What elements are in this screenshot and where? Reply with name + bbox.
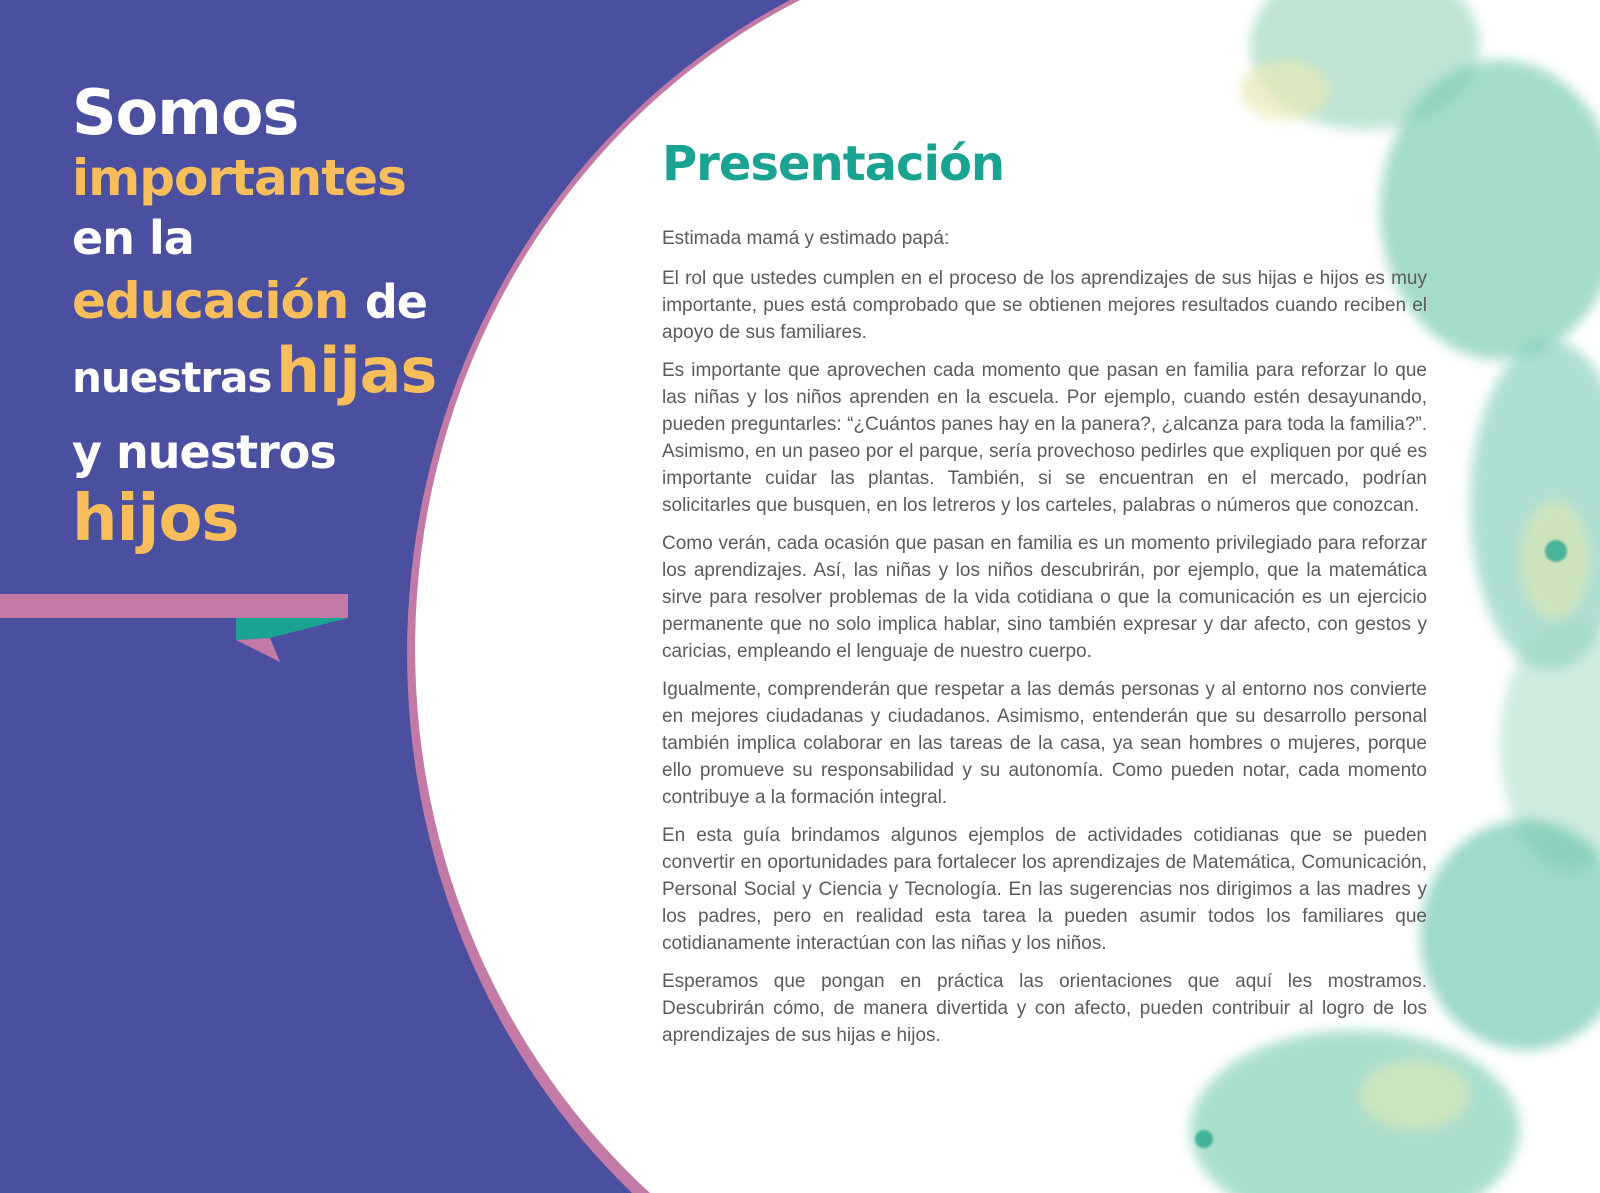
hero-line-somos: Somos <box>72 76 299 149</box>
hero-word-nuestras: nuestras <box>72 353 272 402</box>
salutation: Estimada mamá y estimado papá: <box>662 227 950 249</box>
article-title: Presentación <box>662 136 1005 192</box>
hero-line-educacion <box>72 268 452 335</box>
hero-line-en-la: en la <box>72 211 194 265</box>
hero-title <box>72 78 452 557</box>
paragraph-5: En esta guía brindamos algunos ejemplos de actividades cotidianas que se pueden convertir en oportunidades para fortalecer los aprendizajes de Matemática, Comunicación, Personal Social y Ciencia y Tecnología. En las sugerencias nos dirigimos a las madres y los padres, pero en realidad esta tarea la pueden asumir todos los familiares que cotidianamente interactúan con las niñas y los niños. <box>662 824 1427 954</box>
paragraph-3: Como verán, cada ocasión que pasan en familia es un momento privilegiado para reforzar los aprendizajes. Así, las niñas y los niños descubrirán, por ejemplo, que la matemática sirve para resolver problemas de la vida cotidiana o que la comunicación es un ejercicio permanente que no solo implica hablar, sino también expresar y dar afecto, con gestos y caricias, empleando el lenguaje de nuestro cuerpo. <box>662 532 1427 662</box>
hero-word-hijas: hijas <box>276 334 437 407</box>
hero-line-nuestras-hijas <box>72 335 452 423</box>
presentation-article <box>662 138 1427 1060</box>
ribbon-decoration <box>0 588 360 668</box>
hero-word-de: de <box>364 275 427 329</box>
hero-line-importantes: importantes <box>72 149 406 207</box>
paragraph-4: Igualmente, comprenderán que respetar a las demás personas y al entorno nos convierte en mejores ciudadanas y ciudadanos. Asimismo, entenderán que su desarrollo personal también implica colaborar en las tareas de la casa, ya sean hombres o mujeres, porque ello promueve su responsabilidad y su autonomía. Como pueden notar, cada momento contribuye a la formación integral. <box>662 678 1427 808</box>
hero-line-hijos: hijos <box>72 482 239 556</box>
hero-word-educacion: educación <box>72 272 349 330</box>
paragraph-1: El rol que ustedes cumplen en el proceso de los aprendizajes de sus hijas e hijos es muy importante, pues está comprobado que se obtienen mejores resultados cuando reciben el apoyo de sus familiares. <box>662 267 1427 343</box>
paragraph-6: Esperamos que pongan en práctica las orientaciones que aquí les mostramos. Descubrirán cómo, de manera divertida y con afecto, pueden contribuir al logro de los aprendizajes de sus hijas e hijos. <box>662 970 1427 1046</box>
hero-line-y-nuestros: y nuestros <box>72 425 336 479</box>
paragraph-2: Es importante que aprovechen cada momento que pasan en familia para reforzar lo que las niñas y los niños aprenden en la escuela. Por ejemplo, cuando estén desayunando, pueden preguntarles: “¿Cuántos panes hay en la panera?, ¿alcanza para toda la familia?”. Asimismo, en un paseo por el parque, sería provechoso pedirles que expliquen por qué es importante cuidar las plantas. También, si se encuentran en el mercado, podrían solicitarles que busquen, en los letreros y los carteles, palabras o números que conozcan. <box>662 359 1427 516</box>
